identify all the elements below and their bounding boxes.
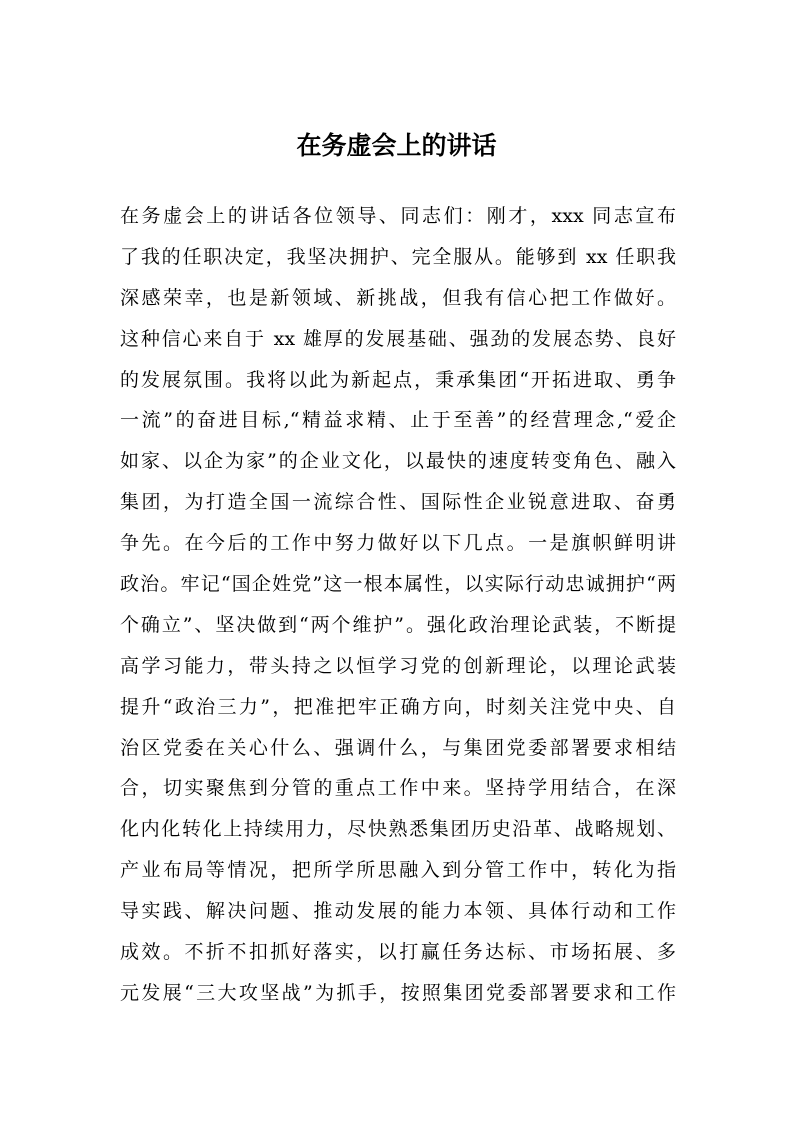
text-line: 提升“政治三力”，把准把牢正确方向，时刻关注党中央、自 bbox=[120, 695, 676, 718]
text-line: 了我的任职决定，我坚决拥护、完全服从。能够到 xx 任职我 bbox=[120, 245, 676, 268]
text-line: 产业布局等情况，把所学所思融入到分管工作中，转化为指 bbox=[120, 859, 676, 882]
page-title: 在务虚会上的讲话 bbox=[296, 131, 497, 160]
text-line: 在务虚会上的讲话各位领导、同志们：刚才，xxx 同志宣布 bbox=[120, 205, 676, 227]
text-line: 一流”的奋进目标,“精益求精、止于至善”的经营理念,“爱企 bbox=[120, 409, 676, 432]
text-line: 治区党委在关心什么、强调什么，与集团党委部署要求相结 bbox=[120, 736, 676, 759]
text-line: 争先。在今后的工作中努力做好以下几点。一是旗帜鲜明讲 bbox=[120, 532, 676, 555]
text-line: 元发展“三大攻坚战”为抓手，按照集团党委部署要求和工作 bbox=[120, 981, 676, 1004]
body-text bbox=[120, 196, 676, 1014]
text-line: 政治。牢记“国企姓党”这一根本属性，以实际行动忠诚拥护“两 bbox=[120, 573, 676, 596]
text-line: 个确立”、坚决做到“两个维护”。强化政治理论武装，不断提 bbox=[120, 613, 676, 636]
text-line: 如家、以企为家”的企业文化，以最快的速度转变角色、融入 bbox=[120, 450, 676, 473]
text-line: 化内化转化上持续用力，尽快熟悉集团历史沿革、战略规划、 bbox=[120, 818, 676, 841]
text-line: 合，切实聚焦到分管的重点工作中来。坚持学用结合，在深 bbox=[120, 777, 676, 800]
text-line: 的发展氛围。我将以此为新起点，秉承集团“开拓进取、勇争 bbox=[120, 368, 676, 391]
text-line: 这种信心来自于 xx 雄厚的发展基础、强劲的发展态势、良好 bbox=[120, 327, 676, 350]
text-line: 深感荣幸，也是新领域、新挑战，但我有信心把工作做好。 bbox=[120, 286, 676, 309]
text-line: 成效。不折不扣抓好落实，以打赢任务达标、市场拓展、多 bbox=[120, 941, 676, 964]
text-line: 导实践、解决问题、推动发展的能力本领、具体行动和工作 bbox=[120, 900, 676, 923]
text-line: 高学习能力，带头持之以恒学习党的创新理论，以理论武装 bbox=[120, 654, 676, 677]
text-line: 集团，为打造全国一流综合性、国际性企业锐意进取、奋勇 bbox=[120, 491, 676, 514]
